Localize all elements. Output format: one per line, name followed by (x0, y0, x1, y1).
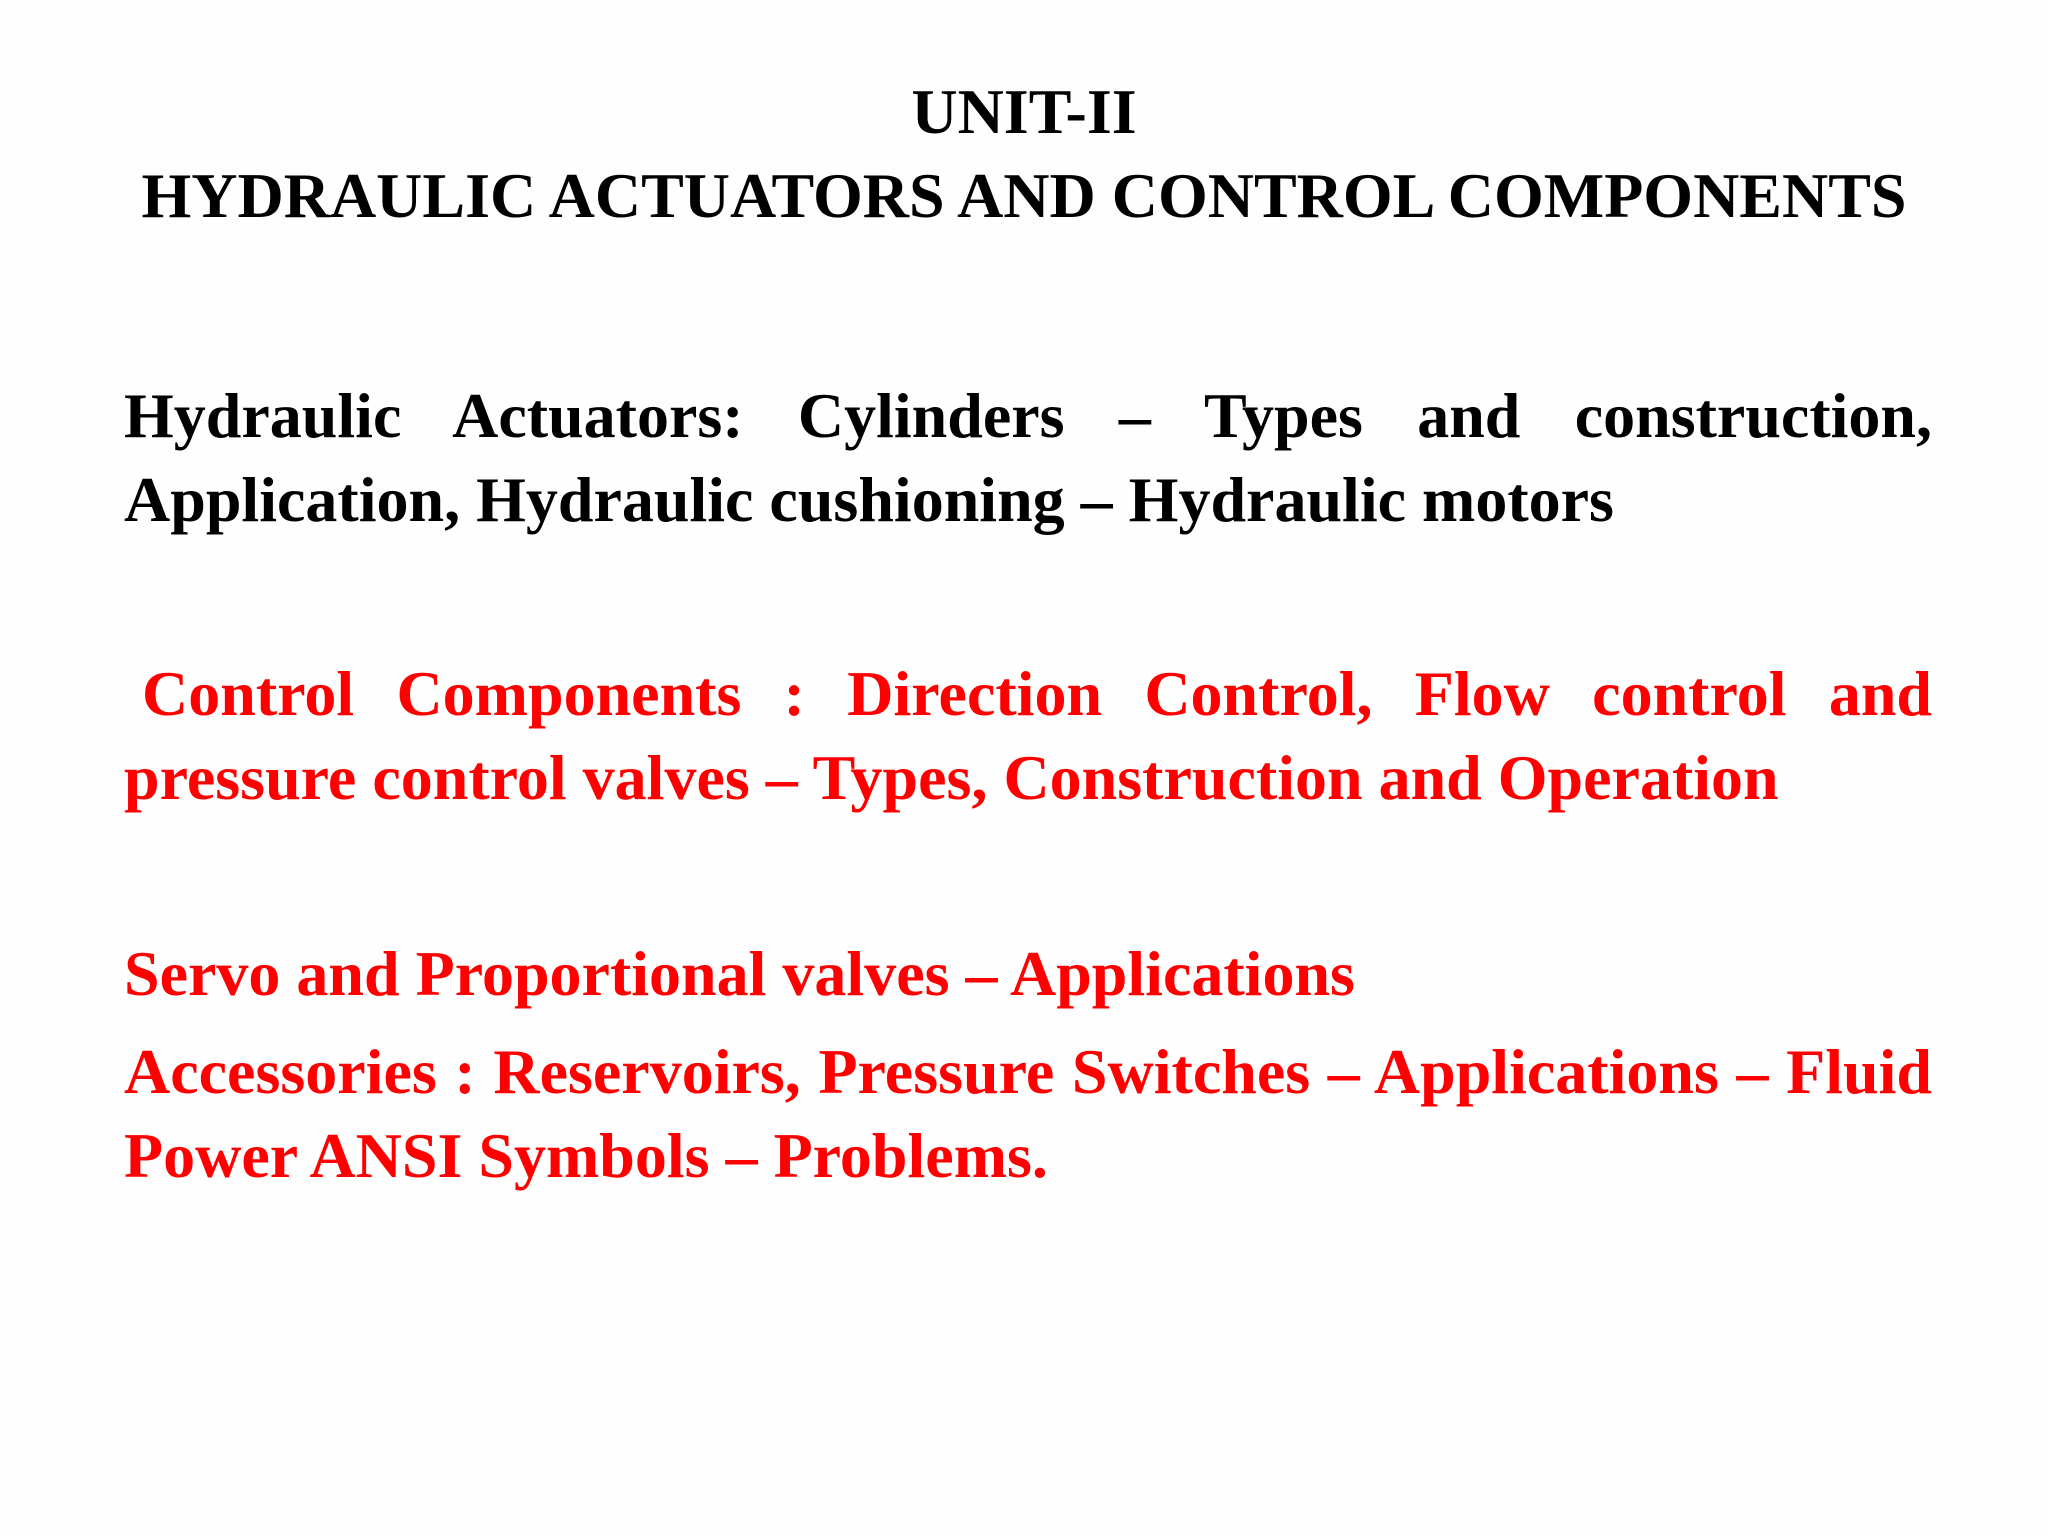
slide-title (0, 70, 2048, 238)
paragraph-control-components: Control Components : Direction Control, Flow control and pressure control valves – Types, Construction and Operation (124, 658, 1932, 813)
paragraph-servo-valves: Servo and Proportional valves – Applications (124, 938, 1355, 1009)
paragraph-accessories: Accessories : Reservoirs, Pressure Switches – Applications – Fluid Power ANSI Symbols – Problems. (124, 1036, 1932, 1191)
paragraph-hydraulic-actuators: Hydraulic Actuators: Cylinders – Types and construction, Application, Hydraulic cushioning – Hydraulic motors (124, 380, 1932, 535)
unit-subheading: HYDRAULIC ACTUATORS AND CONTROL COMPONENTS (141, 160, 1907, 231)
unit-heading: UNIT-II (911, 76, 1137, 147)
